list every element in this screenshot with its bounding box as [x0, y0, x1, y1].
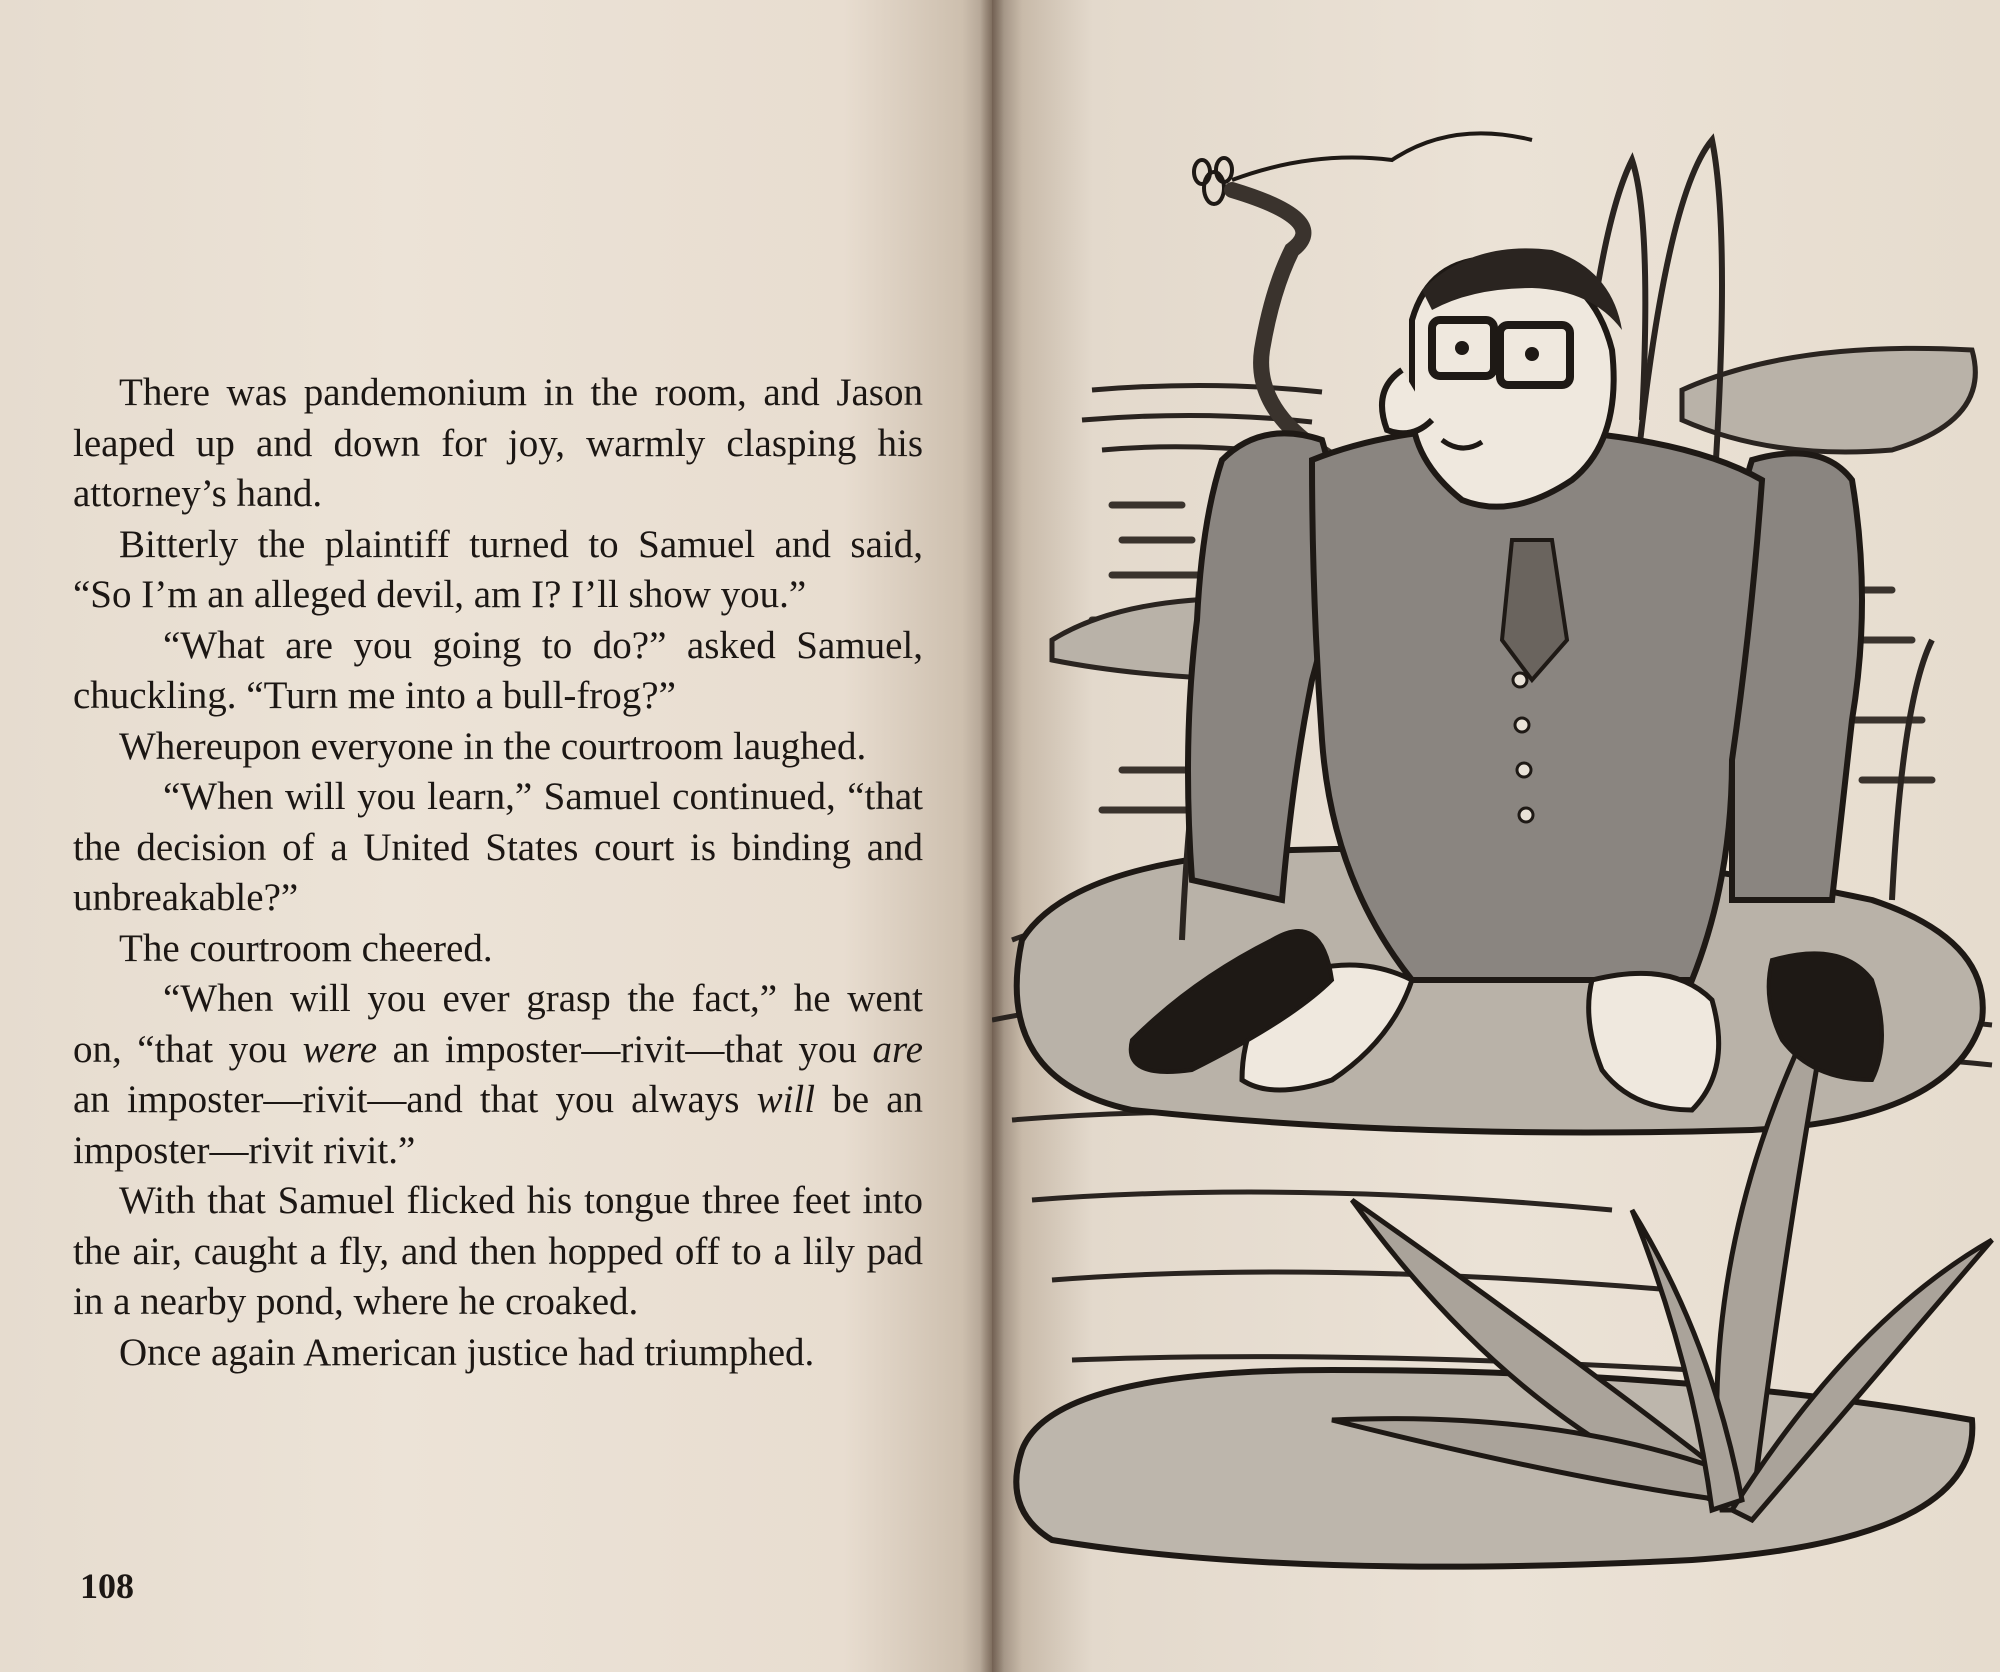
- paragraph-6: The courtroom cheered.: [119, 926, 493, 970]
- paragraph-7-part-7: be an imposter—rivit rivit.”: [73, 1078, 924, 1172]
- frog-man-illustration: [992, 120, 2000, 1672]
- right-lily-pad: [1682, 348, 1975, 452]
- emphasis-were: were: [302, 1027, 378, 1071]
- emphasis-are: are: [872, 1027, 923, 1071]
- paragraph-7-part-1: “When will you ever grasp the fact,” he went on, “that you: [73, 977, 923, 1071]
- paragraph-1: There was pandemonium in the room, and Jason leaped up and down for joy, warmly clasping his attorney’s hand.: [73, 371, 923, 515]
- paragraph-7-part-3: an imposter—rivit—that you: [377, 1027, 873, 1071]
- paragraph-9: Once again American justice had triumphed.: [119, 1330, 815, 1374]
- paragraph-7: [73, 974, 923, 1176]
- suit-torso: [1312, 428, 1762, 980]
- paragraph-4: Whereupon everyone in the courtroom laughed.: [119, 724, 867, 768]
- paragraph-2: Bitterly the plaintiff turned to Samuel and said, “So I’m an alleged devil, am I? I’ll show you.”: [73, 522, 923, 616]
- emphasis-will: will: [756, 1078, 816, 1121]
- paragraph-3: “What are you going to do?” asked Samuel, chuckling. “Turn me into a bull-frog?”: [73, 623, 923, 717]
- tongue: [1232, 190, 1352, 470]
- body-text: [73, 368, 923, 1378]
- paragraph-8: With that Samuel flicked his tongue three feet into the air, caught a fly, and then hopped off to a lily pad in a nearby pond, where he croaked.: [73, 1179, 923, 1323]
- page-number: 108: [80, 1566, 134, 1606]
- paragraph-5: “When will you learn,” Samuel continued, “that the decision of a United States court is binding and unbreakable?”: [73, 775, 923, 919]
- left-page: [0, 0, 992, 1672]
- paragraph-7-part-5: an imposter—rivit—and that you always: [73, 1078, 757, 1121]
